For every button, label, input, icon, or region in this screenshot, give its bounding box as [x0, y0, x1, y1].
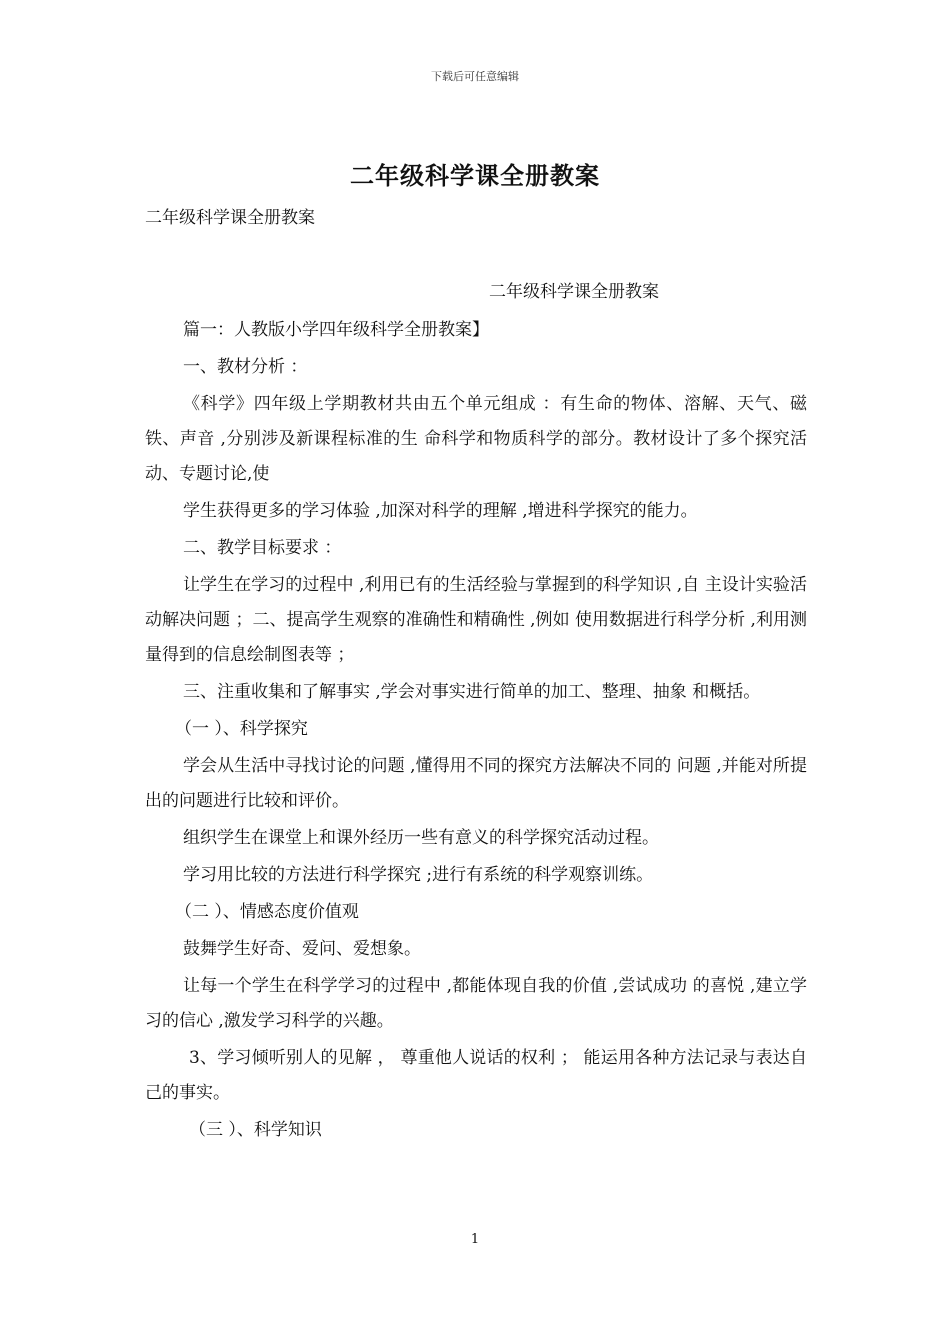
document-subtitle: 二年级科学课全册教案: [145, 208, 315, 228]
paragraph: 二、教学目标要求 ：: [183, 538, 342, 558]
section-heading: （一 ）、科学探究: [175, 719, 308, 739]
paragraph: 一、教材分析 ：: [183, 357, 308, 377]
header-note: 下载后可任意编辑: [431, 70, 519, 83]
paragraph: 3、学习倾听别人的见解 ， 尊重他人说话的权利 ； 能运用各种方法记录与表达自己的事实。: [145, 1048, 807, 1103]
paragraph: 篇一：人教版小学四年级科学全册教案】: [183, 320, 489, 340]
paragraph: 鼓舞学生好奇、爱问、爱想象。: [183, 939, 421, 959]
paragraph: 让学生在学习的过程中 ,利用已有的生活经验与掌握到的科学知识 ,自 主设计实验活动解决问题 ；二、提高学生观察的准确性和精确性 ,例如 使用数据进行科学分析 ,利用测量得到的信息绘制图表等 ；: [145, 575, 807, 665]
paragraph: 学生获得更多的学习体验 ,加深对科学的理解 ,增进科学探究的能力。: [183, 501, 698, 521]
paragraph: 学习用比较的方法进行科学探究 ;进行有系统的科学观察训练。: [183, 865, 654, 885]
page-number: 1: [470, 1232, 480, 1247]
paragraph: 让每一个学生在科学学习的过程中 ,都能体现自我的价值 ,尝试成功 的喜悦 ,建立学习的信心 ,激发学习科学的兴趣。: [145, 976, 807, 1031]
section-heading: （二 ）、情感态度价值观: [175, 902, 359, 922]
document-body: [145, 313, 807, 1150]
document-title: 二年级科学课全册教案: [350, 161, 600, 190]
paragraph: 三、注重收集和了解事实 ,学会对事实进行简单的加工、整理、抽象 和概括。: [183, 682, 761, 702]
paragraph: 组织学生在课堂上和课外经历一些有意义的科学探究活动过程。: [183, 828, 659, 848]
paragraph: 《科学》四年级上学期教材共由五个单元组成 ：有生命的物体、溶解、天气、磁铁、声音 ,分别涉及新课程标准的生 命科学和物质科学的部分。教材设计了多个探究活动、专题讨论,使: [145, 394, 807, 484]
section-heading: （三 ）、科学知识: [189, 1120, 322, 1140]
section-title: 二年级科学课全册教案: [489, 282, 659, 302]
paragraph: 学会从生活中寻找讨论的问题 ,懂得用不同的探究方法解决不同的 问题 ,并能对所提出的问题进行比较和评价。: [145, 756, 807, 811]
